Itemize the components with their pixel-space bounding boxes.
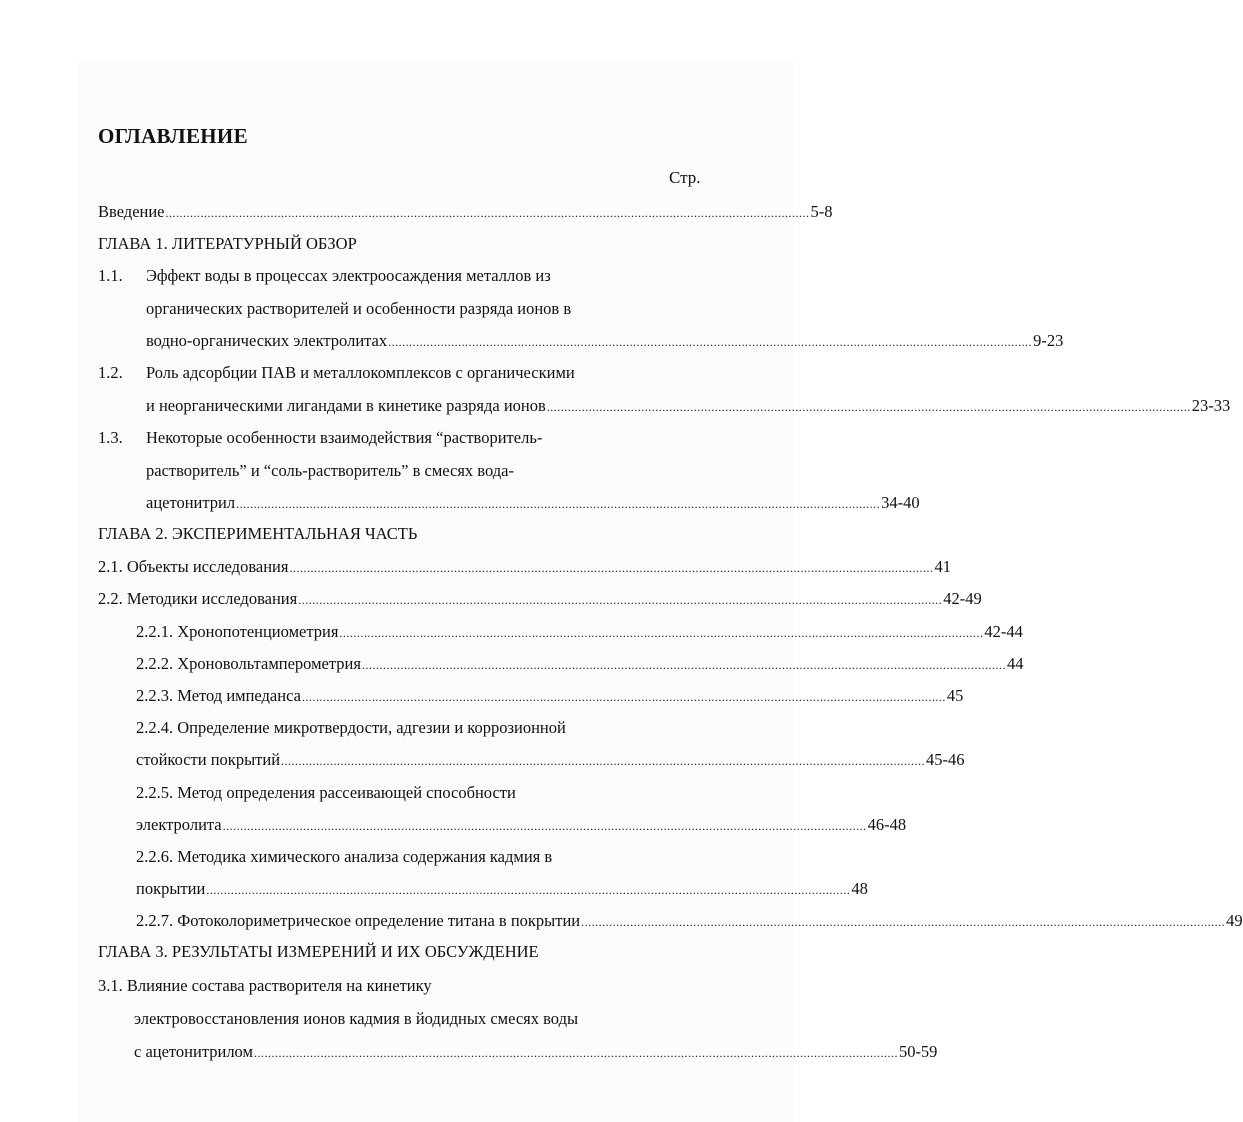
dot-leader: ........................................................................................................................................................................................ xyxy=(253,1046,898,1060)
entry-text: и неорганическими лигандами в кинетике разряда ионов xyxy=(146,396,546,415)
entry-text: водно-органических электролитах xyxy=(146,331,388,350)
dot-leader: ........................................................................................................................................................................................ xyxy=(281,754,926,768)
dot-leader: ........................................................................................................................................................................................ xyxy=(388,335,1033,349)
toc-entry-2-2-6-line2[interactable] xyxy=(0,877,868,901)
dot-leader: ........................................................................................................................................................................................ xyxy=(581,915,1226,929)
page-number: 44 xyxy=(1006,654,1024,673)
entry-text: 3.1. Влияние состава растворителя на кинетику xyxy=(98,976,432,995)
dot-leader: ........................................................................................................................................................................................ xyxy=(222,819,867,833)
toc-entry-1-2-line2[interactable] xyxy=(0,394,1231,418)
dot-leader: ........................................................................................................................................................................................ xyxy=(289,561,934,575)
section-number: 1.2. xyxy=(98,363,123,382)
page-number: 45 xyxy=(946,686,964,705)
entry-text: 2.2.3. Метод импеданса xyxy=(136,686,301,705)
chapter-heading: ГЛАВА 2. ЭКСПЕРИМЕНТАЛЬНАЯ ЧАСТЬ xyxy=(98,524,418,543)
toc-entry-2-2-5-line1[interactable] xyxy=(0,781,793,805)
toc-entry-2-2-4-line1[interactable] xyxy=(0,716,793,740)
dot-leader: ........................................................................................................................................................................................ xyxy=(339,626,984,640)
toc-entry-1-3-line3[interactable] xyxy=(0,491,920,515)
page-number: 9-23 xyxy=(1033,331,1064,350)
toc-entry-2-2-3[interactable] xyxy=(0,684,964,708)
toc-entry-2-2-6-line1[interactable] xyxy=(0,845,793,869)
dot-leader: ........................................................................................................................................................................................ xyxy=(298,593,943,607)
toc-entry-2-2-5-line2[interactable] xyxy=(0,813,907,837)
section-number: 1.1. xyxy=(98,266,123,285)
entry-text: органических растворителей и особенности разряда ионов в xyxy=(146,299,572,318)
dot-leader: ........................................................................................................................................................................................ xyxy=(546,400,1191,414)
toc-entry-2-2-7[interactable] xyxy=(0,909,1243,933)
page-column-label: Стр. xyxy=(669,168,701,187)
page-number: 34-40 xyxy=(881,493,920,512)
toc-entry-1-1-line1[interactable] xyxy=(0,264,793,288)
toc-entry-1-1-line2 xyxy=(0,297,793,321)
page-number: 42-49 xyxy=(943,589,982,608)
entry-text: с ацетонитрилом xyxy=(134,1042,253,1061)
entry-text: 2.2. Методики исследования xyxy=(98,589,298,608)
page-number: 23-33 xyxy=(1191,396,1231,415)
page-number: 5-8 xyxy=(810,202,833,221)
section-number: 1.3. xyxy=(98,428,123,447)
toc-entry-1-3-line1[interactable] xyxy=(0,426,793,450)
toc-entry-2-2-1[interactable] xyxy=(0,620,1023,644)
chapter-heading: ГЛАВА 3. РЕЗУЛЬТАТЫ ИЗМЕРЕНИЙ И ИХ ОБСУЖДЕНИЕ xyxy=(98,942,539,961)
page-number: 50-59 xyxy=(898,1042,938,1061)
page-number: 42-44 xyxy=(984,622,1023,641)
page-number: 41 xyxy=(934,557,951,576)
entry-text: Некоторые особенности взаимодействия “растворитель- xyxy=(146,428,543,447)
toc-entry-3-1-line1[interactable] xyxy=(0,974,793,998)
toc-chapter-3[interactable] xyxy=(0,940,793,964)
entry-text: 2.2.2. Хроновольтамперометрия xyxy=(136,654,361,673)
entry-text: Роль адсорбции ПАВ и металлокомплексов с органическими xyxy=(146,363,575,382)
page-number: 48 xyxy=(851,879,868,898)
toc-entry-1-2-line1[interactable] xyxy=(0,361,793,385)
page-number: 49 xyxy=(1226,911,1243,930)
toc-entry-3-1-line3[interactable] xyxy=(0,1040,938,1064)
toc-chapter-2[interactable] xyxy=(0,522,793,546)
dot-leader: ........................................................................................................................................................................................ xyxy=(236,497,881,511)
toc-entry-1-1-line3[interactable] xyxy=(0,329,1064,353)
entry-text: Эффект воды в процессах электроосаждения металлов из xyxy=(146,266,551,285)
entry-text: электровосстановления ионов кадмия в йодидных смесях воды xyxy=(134,1009,579,1028)
dot-leader: ........................................................................................................................................................................................ xyxy=(165,206,810,220)
entry-text: растворитель” и “соль-растворитель” в смесях вода- xyxy=(146,461,514,480)
toc-chapter-1[interactable] xyxy=(0,232,793,256)
toc-entry-2-2-4-line2[interactable] xyxy=(0,748,965,772)
page-number: 46-48 xyxy=(867,815,907,834)
toc-entry-intro[interactable] xyxy=(0,200,833,224)
entry-text: 2.2.1. Хронопотенциометрия xyxy=(136,622,339,641)
entry-text: стойкости покрытий xyxy=(136,750,281,769)
page-number: 45-46 xyxy=(926,750,965,769)
entry-text: 2.2.7. Фотоколориметрическое определение титана в покрытии xyxy=(136,911,581,930)
dot-leader: ........................................................................................................................................................................................ xyxy=(301,690,946,704)
toc-entry-2-2-2[interactable] xyxy=(0,652,1024,676)
chapter-heading: ГЛАВА 1. ЛИТЕРАТУРНЫЙ ОБЗОР xyxy=(98,234,357,253)
entry-text: 2.1. Объекты исследования xyxy=(98,557,289,576)
toc-entry-2-1[interactable] xyxy=(0,555,951,579)
entry-text: электролита xyxy=(136,815,222,834)
entry-text: ацетонитрил xyxy=(146,493,236,512)
entry-text: покрытии xyxy=(136,879,206,898)
entry-text: 2.2.5. Метод определения рассеивающей способности xyxy=(136,783,516,802)
toc-entry-1-3-line2 xyxy=(0,459,793,483)
entry-text: Введение xyxy=(98,202,165,221)
dot-leader: ........................................................................................................................................................................................ xyxy=(361,658,1006,672)
toc-entry-2-2[interactable] xyxy=(0,587,982,611)
entry-text: 2.2.6. Методика химического анализа содержания кадмия в xyxy=(136,847,553,866)
toc-entry-3-1-line2 xyxy=(0,1007,793,1031)
dot-leader: ........................................................................................................................................................................................ xyxy=(206,883,851,897)
entry-text: 2.2.4. Определение микротвердости, адгезии и коррозионной xyxy=(136,718,566,737)
page-title: ОГЛАВЛЕНИЕ xyxy=(98,124,248,148)
